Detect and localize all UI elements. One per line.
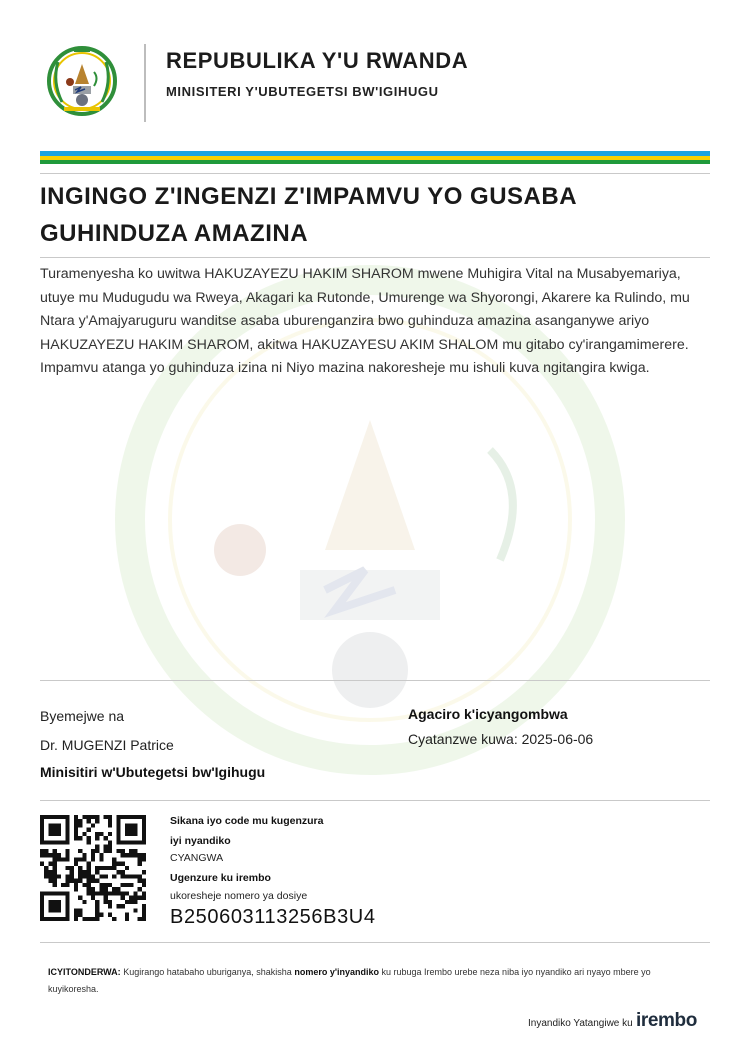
issued-date: Cyatanzwe kuwa: 2025-06-06 — [408, 731, 594, 747]
irembo-logo: irembo — [636, 1010, 697, 1031]
warning-label: ICYITONDERWA: — [48, 967, 121, 977]
warning-text-2: ku rubuga Irembo urebe neza niba iyo nyandiko ari nyayo mbere yo kuyikoresha. — [48, 967, 651, 994]
warning-note — [48, 964, 688, 998]
warning-text-1: Kugirango hatabaho uburiganya, shakisha — [120, 967, 295, 977]
file-number: B250603113256B3U4 — [170, 906, 376, 928]
warning-highlight: nomero y'inyandiko — [294, 967, 379, 977]
scan-instruction: Sikana iyo code mu kugenzura — [170, 815, 324, 827]
warning-top-rule — [40, 942, 710, 943]
header-divider — [144, 44, 146, 122]
approved-by-label: Byemejwe na — [40, 708, 125, 724]
rwanda-coat-of-arms-logo — [46, 44, 118, 120]
signer-title: Minisitiri w'Ubutegetsi bw'Igihugu — [40, 764, 266, 780]
signer-name: Dr. MUGENZI Patrice — [40, 737, 174, 753]
or-label: CYANGWA — [170, 852, 224, 864]
verify-label: Ugenzure ku irembo — [170, 872, 271, 884]
validity-label: Agaciro k'icyangombwa — [408, 706, 568, 722]
scan-instruction-2: iyi nyandiko — [170, 835, 231, 847]
country-title: REPUBULIKA Y'U RWANDA — [166, 48, 469, 73]
title-bottom-rule — [40, 257, 710, 258]
qr-code[interactable] — [40, 815, 146, 921]
using-number-label: ukoresheje nomero ya dosiye — [170, 890, 308, 902]
issued-on-label: Inyandiko Yatangiwe ku — [528, 1018, 633, 1029]
document-body: Turamenyesha ko uwitwa HAKUZAYEZU HAKIM SHAROM mwene Muhigira Vital na Musabyemariya, utuye mu Mudugudu wa Rweya, Akagari ka Rutonde, Umurenge wa Shyorongi, Akarere ka Rulindo, mu Ntara y'Amajyaruguru wanditse asaba uburenganzira bwo guhinduza amazina asanganywe ariyo HAKUZAYEZU HAKIM SHAROM, akitwa HAKUZAYESU AKIM SHALOM mu gitabo cy'irangamimerere. Impamvu atanga yo guhinduza izina ni Niyo mazina nakoresheje mu ishuli kuva ngitangira kwiga. — [40, 266, 690, 376]
document-title: INGINGO Z'INGENZI Z'IMPAMVU YO GUSABA GUHINDUZA AMAZINA — [40, 183, 577, 247]
flag-stripe-green — [40, 160, 710, 164]
title-top-rule — [40, 173, 710, 174]
ministry-title: MINISITERI Y'UBUTEGETSI BW'IGIHUGU — [166, 84, 439, 99]
signature-top-rule — [40, 680, 710, 681]
verification-top-rule — [40, 800, 710, 801]
